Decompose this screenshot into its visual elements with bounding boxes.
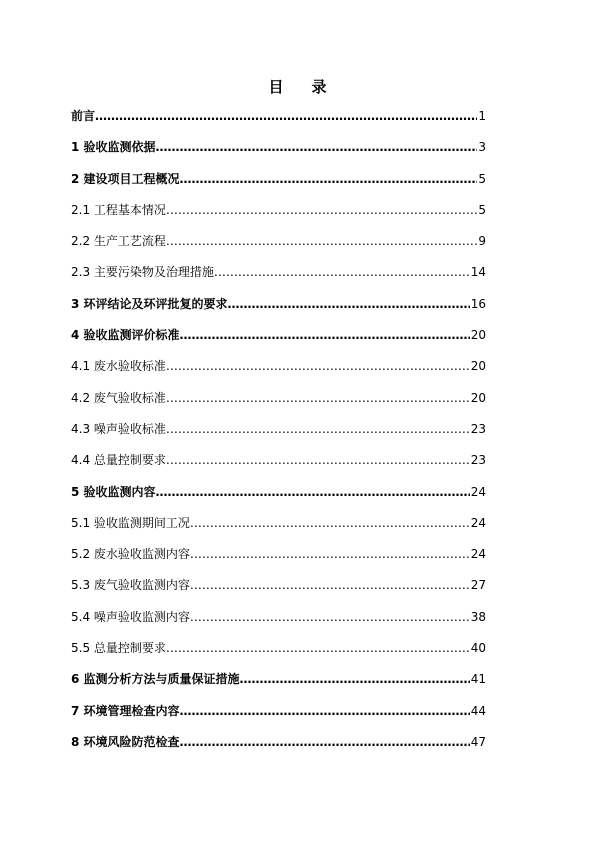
toc-entry-20[interactable] <box>71 734 486 765</box>
toc-leader-dots <box>156 484 470 500</box>
toc-entry-1[interactable] <box>71 139 486 170</box>
toc-entry-page: 24 <box>470 547 486 562</box>
toc-leader-dots <box>190 515 470 531</box>
toc-leader-dots <box>166 202 477 218</box>
toc-leader-dots <box>214 264 470 280</box>
toc-entry-label: 2.3 主要污染物及治理措施 <box>71 265 214 280</box>
toc-entry-13[interactable] <box>71 515 486 546</box>
toc-title <box>0 77 595 97</box>
toc-entry-page: 1 <box>478 109 486 123</box>
toc-entry-label: 4.2 废气验收标准 <box>71 390 166 405</box>
toc-entry-page: 27 <box>470 578 486 593</box>
toc-entry-8[interactable] <box>71 358 486 389</box>
toc-entry-label: 8 环境风险防范检查 <box>71 734 180 749</box>
toc-entry-page: 47 <box>470 734 486 749</box>
toc-entry-label: 5.5 总量控制要求 <box>71 641 166 656</box>
toc-entry-14[interactable] <box>71 546 486 577</box>
toc-entry-label: 4.4 总量控制要求 <box>71 453 166 468</box>
toc-entry-page: 14 <box>470 265 486 280</box>
toc-entry-18[interactable] <box>71 671 486 702</box>
toc-leader-dots <box>166 452 470 468</box>
toc-entry-label: 4.3 噪声验收标准 <box>71 421 166 436</box>
toc-entry-page: 20 <box>470 328 486 343</box>
toc-entry-5[interactable] <box>71 264 486 295</box>
toc-entry-4[interactable] <box>71 233 486 264</box>
toc-entry-label: 5.1 验收监测期间工况 <box>71 515 190 530</box>
toc-title-left: 目 <box>268 78 284 96</box>
toc-entry-12[interactable] <box>71 484 486 515</box>
toc-entry-label: 前言 <box>71 109 96 123</box>
toc-entry-15[interactable] <box>71 577 486 608</box>
toc-entry-16[interactable] <box>71 609 486 640</box>
toc-entry-label: 4.1 废水验收标准 <box>71 359 166 374</box>
toc-entry-6[interactable] <box>71 296 486 327</box>
toc-leader-dots <box>166 640 470 656</box>
toc-entry-page: 24 <box>470 515 486 530</box>
toc-entry-2[interactable] <box>71 171 486 202</box>
toc-entry-page: 38 <box>470 609 486 624</box>
toc-entry-page: 23 <box>470 421 486 436</box>
toc-entry-label: 2.2 生产工艺流程 <box>71 234 166 249</box>
toc-leader-dots <box>166 390 470 406</box>
toc-entry-label: 5.2 废水验收监测内容 <box>71 547 190 562</box>
toc-entry-label: 1 验收监测依据 <box>71 140 156 155</box>
toc-title-right: 录 <box>311 78 327 96</box>
toc-entry-label: 2 建设项目工程概况 <box>71 171 180 186</box>
toc-entry-page: 44 <box>470 703 486 718</box>
table-of-contents <box>71 108 486 765</box>
toc-leader-dots <box>95 108 477 124</box>
toc-leader-dots <box>166 358 470 374</box>
toc-entry-page: 40 <box>470 641 486 656</box>
toc-entry-page: 5 <box>478 202 486 217</box>
toc-entry-11[interactable] <box>71 452 486 483</box>
toc-entry-label: 6 监测分析方法与质量保证措施 <box>71 672 240 687</box>
toc-entry-page: 41 <box>470 672 486 687</box>
toc-leader-dots <box>166 421 470 437</box>
toc-leader-dots <box>240 671 470 687</box>
toc-entry-page: 16 <box>470 296 486 311</box>
toc-leader-dots <box>190 609 470 625</box>
toc-entry-3[interactable] <box>71 202 486 233</box>
toc-leader-dots <box>180 734 470 750</box>
toc-leader-dots <box>180 171 478 187</box>
toc-entry-page: 3 <box>478 140 486 155</box>
toc-leader-dots <box>156 139 478 155</box>
toc-entry-page: 23 <box>470 453 486 468</box>
toc-leader-dots <box>190 546 470 562</box>
toc-entry-page: 9 <box>478 234 486 249</box>
toc-entry-label: 5 验收监测内容 <box>71 484 156 499</box>
toc-entry-page: 24 <box>470 484 486 499</box>
toc-leader-dots <box>180 327 470 343</box>
toc-leader-dots <box>190 577 470 593</box>
toc-entry-10[interactable] <box>71 421 486 452</box>
toc-entry-page: 5 <box>478 171 486 186</box>
toc-entry-7[interactable] <box>71 327 486 358</box>
toc-entry-9[interactable] <box>71 390 486 421</box>
toc-entry-label: 3 环评结论及环评批复的要求 <box>71 296 228 311</box>
toc-entry-label: 5.3 废气验收监测内容 <box>71 578 190 593</box>
toc-entry-label: 5.4 噪声验收监测内容 <box>71 609 190 624</box>
toc-entry-0[interactable] <box>71 108 486 139</box>
toc-entry-19[interactable] <box>71 703 486 734</box>
toc-entry-17[interactable] <box>71 640 486 671</box>
toc-leader-dots <box>166 233 477 249</box>
toc-entry-page: 20 <box>470 390 486 405</box>
toc-entry-label: 7 环境管理检查内容 <box>71 703 180 718</box>
toc-leader-dots <box>228 296 470 312</box>
toc-entry-label: 4 验收监测评价标准 <box>71 328 180 343</box>
toc-leader-dots <box>180 703 470 719</box>
toc-entry-page: 20 <box>470 359 486 374</box>
toc-entry-label: 2.1 工程基本情况 <box>71 202 166 217</box>
